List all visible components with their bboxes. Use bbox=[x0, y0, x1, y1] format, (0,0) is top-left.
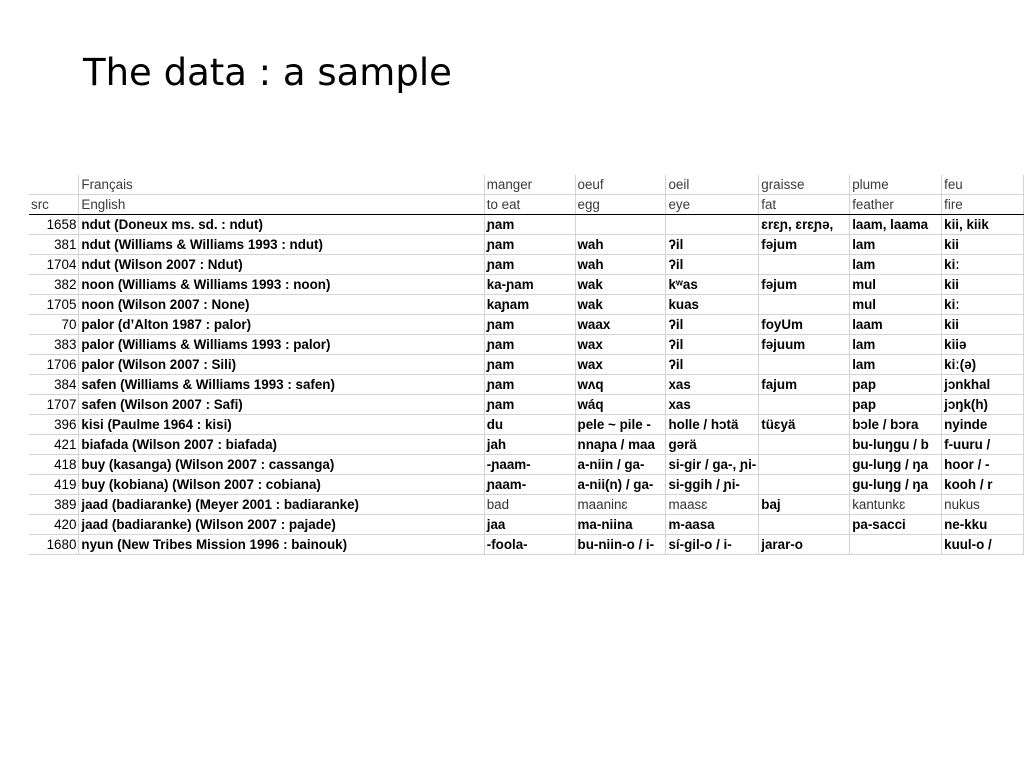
cell-graisse bbox=[759, 455, 850, 475]
cell-oeuf: ma-niina bbox=[575, 515, 666, 535]
cell-graisse: ɛrɛɲ, ɛrɛɲə, bbox=[759, 215, 850, 235]
cell-lang: kisi (Paulme 1964 : kisi) bbox=[79, 415, 484, 435]
cell-src: 382 bbox=[29, 275, 79, 295]
cell-feu: kiː bbox=[942, 255, 1024, 275]
cell-plume: mul bbox=[850, 275, 942, 295]
cell-graisse: baj bbox=[759, 495, 850, 515]
cell-lang: jaad (badiaranke) (Meyer 2001 : badiaranke) bbox=[79, 495, 484, 515]
cell-graisse: tüɛyä bbox=[759, 415, 850, 435]
cell-oeuf: wak bbox=[575, 295, 666, 315]
header-feather: feather bbox=[850, 195, 942, 215]
cell-graisse bbox=[759, 295, 850, 315]
cell-manger: kaɲam bbox=[484, 295, 575, 315]
cell-oeil: si-ggih / ɲi- bbox=[666, 475, 759, 495]
table-row bbox=[29, 375, 1024, 395]
cell-plume: pap bbox=[850, 395, 942, 415]
table-row bbox=[29, 235, 1024, 255]
header-language-en: English bbox=[79, 195, 484, 215]
cell-graisse bbox=[759, 255, 850, 275]
table-row bbox=[29, 495, 1024, 515]
table-row bbox=[29, 315, 1024, 335]
cell-oeil: ʔil bbox=[666, 335, 759, 355]
cell-manger: jaa bbox=[484, 515, 575, 535]
table-row bbox=[29, 255, 1024, 275]
cell-lang: noon (Williams & Williams 1993 : noon) bbox=[79, 275, 484, 295]
cell-plume bbox=[850, 535, 942, 555]
header-row-french bbox=[29, 175, 1024, 195]
table-row bbox=[29, 395, 1024, 415]
cell-graisse: fajum bbox=[759, 375, 850, 395]
cell-feu: kii bbox=[942, 235, 1024, 255]
cell-oeil: ʔil bbox=[666, 235, 759, 255]
cell-feu: f-uuru / bbox=[942, 435, 1024, 455]
cell-graisse: fəjum bbox=[759, 275, 850, 295]
cell-lang: palor (d’Alton 1987 : palor) bbox=[79, 315, 484, 335]
cell-oeuf: maaninɛ bbox=[575, 495, 666, 515]
cell-manger: -ɲaam- bbox=[484, 455, 575, 475]
cell-oeuf: wax bbox=[575, 355, 666, 375]
header-oeil: oeil bbox=[666, 175, 759, 195]
header-plume: plume bbox=[850, 175, 942, 195]
cell-src: 420 bbox=[29, 515, 79, 535]
cell-plume: laam bbox=[850, 315, 942, 335]
cell-lang: palor (Williams & Williams 1993 : palor) bbox=[79, 335, 484, 355]
cell-graisse bbox=[759, 355, 850, 375]
cell-lang: palor (Wilson 2007 : Sili) bbox=[79, 355, 484, 375]
cell-src: 389 bbox=[29, 495, 79, 515]
header-feu: feu bbox=[942, 175, 1024, 195]
cell-feu: kii, kiik bbox=[942, 215, 1024, 235]
cell-oeil: sí-gil-o / i- bbox=[666, 535, 759, 555]
cell-lang: buy (kobiana) (Wilson 2007 : cobiana) bbox=[79, 475, 484, 495]
cell-oeil: ʔil bbox=[666, 255, 759, 275]
cell-plume: bɔle / bɔra bbox=[850, 415, 942, 435]
cell-plume: lam bbox=[850, 355, 942, 375]
cell-manger: ɲam bbox=[484, 335, 575, 355]
cell-lang: buy (kasanga) (Wilson 2007 : cassanga) bbox=[79, 455, 484, 475]
cell-oeuf: waax bbox=[575, 315, 666, 335]
cell-manger: ɲam bbox=[484, 315, 575, 335]
cell-src: 421 bbox=[29, 435, 79, 455]
cell-lang: ndut (Wilson 2007 : Ndut) bbox=[79, 255, 484, 275]
cell-src: 70 bbox=[29, 315, 79, 335]
cell-plume: bu-luŋgu / b bbox=[850, 435, 942, 455]
cell-oeuf: wax bbox=[575, 335, 666, 355]
cell-manger: ɲam bbox=[484, 355, 575, 375]
table-row bbox=[29, 535, 1024, 555]
cell-plume: mul bbox=[850, 295, 942, 315]
table-row bbox=[29, 335, 1024, 355]
cell-graisse bbox=[759, 515, 850, 535]
cell-feu: jɔnkhal bbox=[942, 375, 1024, 395]
cell-oeil: xas bbox=[666, 375, 759, 395]
cell-oeil: m-aasa bbox=[666, 515, 759, 535]
cell-src: 381 bbox=[29, 235, 79, 255]
cell-graisse: foyUm bbox=[759, 315, 850, 335]
cell-manger: ka-ɲam bbox=[484, 275, 575, 295]
cell-lang: ndut (Williams & Williams 1993 : ndut) bbox=[79, 235, 484, 255]
cell-oeil: kuas bbox=[666, 295, 759, 315]
table-row bbox=[29, 355, 1024, 375]
cell-manger: ɲaam- bbox=[484, 475, 575, 495]
cell-feu: kooh / r bbox=[942, 475, 1024, 495]
cell-feu: kuul-o / bbox=[942, 535, 1024, 555]
cell-manger: -foola- bbox=[484, 535, 575, 555]
cell-src: 1707 bbox=[29, 395, 79, 415]
cell-oeil: si-gir / ga-, ɲi- bbox=[666, 455, 759, 475]
table-row bbox=[29, 515, 1024, 535]
cell-oeuf: nnaɲa / maa bbox=[575, 435, 666, 455]
cell-src: 1705 bbox=[29, 295, 79, 315]
header-fat: fat bbox=[759, 195, 850, 215]
cell-graisse: fəjum bbox=[759, 235, 850, 255]
cell-oeuf: pele ~ pile - bbox=[575, 415, 666, 435]
table-row bbox=[29, 215, 1024, 235]
cell-feu: kiː bbox=[942, 295, 1024, 315]
cell-feu: kii bbox=[942, 315, 1024, 335]
cell-plume: pa-sacci bbox=[850, 515, 942, 535]
cell-src: 419 bbox=[29, 475, 79, 495]
cell-oeil: maasɛ bbox=[666, 495, 759, 515]
header-row-english bbox=[29, 195, 1024, 215]
cell-lang: noon (Wilson 2007 : None) bbox=[79, 295, 484, 315]
cell-plume: lam bbox=[850, 235, 942, 255]
header-manger: manger bbox=[484, 175, 575, 195]
header-graisse: graisse bbox=[759, 175, 850, 195]
cell-feu: hoor / - bbox=[942, 455, 1024, 475]
cell-src: 384 bbox=[29, 375, 79, 395]
cell-feu: kiiə bbox=[942, 335, 1024, 355]
header-language-fr: Français bbox=[79, 175, 484, 195]
cell-oeil: gərä bbox=[666, 435, 759, 455]
header-oeuf: oeuf bbox=[575, 175, 666, 195]
table-row bbox=[29, 435, 1024, 455]
cell-src: 1704 bbox=[29, 255, 79, 275]
cell-oeuf: wʌq bbox=[575, 375, 666, 395]
cell-plume: lam bbox=[850, 335, 942, 355]
data-table bbox=[29, 175, 1024, 555]
table-row bbox=[29, 275, 1024, 295]
cell-feu: jɔŋk(h) bbox=[942, 395, 1024, 415]
cell-plume: lam bbox=[850, 255, 942, 275]
cell-oeuf bbox=[575, 215, 666, 235]
cell-src: 383 bbox=[29, 335, 79, 355]
cell-oeil bbox=[666, 215, 759, 235]
header-src: src bbox=[29, 195, 79, 215]
cell-oeuf: wah bbox=[575, 235, 666, 255]
cell-plume: gu-luŋg / ŋa bbox=[850, 455, 942, 475]
cell-oeil: ʔil bbox=[666, 315, 759, 335]
cell-graisse bbox=[759, 475, 850, 495]
cell-manger: du bbox=[484, 415, 575, 435]
cell-feu: nyinde bbox=[942, 415, 1024, 435]
cell-lang: nyun (New Tribes Mission 1996 : bainouk) bbox=[79, 535, 484, 555]
header-egg: egg bbox=[575, 195, 666, 215]
cell-graisse: jarar-o bbox=[759, 535, 850, 555]
cell-plume: kantunkɛ bbox=[850, 495, 942, 515]
cell-manger: ɲam bbox=[484, 255, 575, 275]
cell-oeil: xas bbox=[666, 395, 759, 415]
cell-oeuf: wah bbox=[575, 255, 666, 275]
header-to-eat: to eat bbox=[484, 195, 575, 215]
cell-lang: biafada (Wilson 2007 : biafada) bbox=[79, 435, 484, 455]
cell-graisse bbox=[759, 435, 850, 455]
cell-plume: pap bbox=[850, 375, 942, 395]
cell-feu: kii bbox=[942, 275, 1024, 295]
cell-src: 1706 bbox=[29, 355, 79, 375]
cell-src: 1658 bbox=[29, 215, 79, 235]
cell-plume: laam, laama bbox=[850, 215, 942, 235]
table-row bbox=[29, 415, 1024, 435]
cell-src: 396 bbox=[29, 415, 79, 435]
cell-oeuf: bu-niin-o / i- bbox=[575, 535, 666, 555]
cell-graisse bbox=[759, 395, 850, 415]
header-src-cell bbox=[29, 175, 79, 195]
cell-oeil: ʔil bbox=[666, 355, 759, 375]
spreadsheet-excerpt bbox=[29, 175, 1024, 560]
cell-manger: jah bbox=[484, 435, 575, 455]
cell-manger: ɲam bbox=[484, 395, 575, 415]
header-eye: eye bbox=[666, 195, 759, 215]
cell-lang: safen (Williams & Williams 1993 : safen) bbox=[79, 375, 484, 395]
table-row bbox=[29, 455, 1024, 475]
cell-oeuf: a-niin / ga- bbox=[575, 455, 666, 475]
cell-manger: ɲam bbox=[484, 375, 575, 395]
cell-feu: nukus bbox=[942, 495, 1024, 515]
cell-manger: ɲam bbox=[484, 235, 575, 255]
cell-src: 418 bbox=[29, 455, 79, 475]
header-fire: fire bbox=[942, 195, 1024, 215]
cell-oeil: holle / hɔtä bbox=[666, 415, 759, 435]
cell-manger: ɲam bbox=[484, 215, 575, 235]
cell-oeil: kʷas bbox=[666, 275, 759, 295]
cell-manger: bad bbox=[484, 495, 575, 515]
cell-lang: jaad (badiaranke) (Wilson 2007 : pajade) bbox=[79, 515, 484, 535]
cell-oeuf: wáq bbox=[575, 395, 666, 415]
cell-lang: ndut (Doneux ms. sd. : ndut) bbox=[79, 215, 484, 235]
cell-oeuf: a-nii(n) / ga- bbox=[575, 475, 666, 495]
cell-src: 1680 bbox=[29, 535, 79, 555]
cell-plume: gu-luŋg / ŋa bbox=[850, 475, 942, 495]
table-row bbox=[29, 295, 1024, 315]
table-row bbox=[29, 475, 1024, 495]
cell-feu: kiː(ə) bbox=[942, 355, 1024, 375]
slide-title: The data : a sample bbox=[83, 51, 452, 94]
cell-lang: safen (Wilson 2007 : Safi) bbox=[79, 395, 484, 415]
cell-oeuf: wak bbox=[575, 275, 666, 295]
cell-feu: ne-kku bbox=[942, 515, 1024, 535]
cell-graisse: fəjuum bbox=[759, 335, 850, 355]
